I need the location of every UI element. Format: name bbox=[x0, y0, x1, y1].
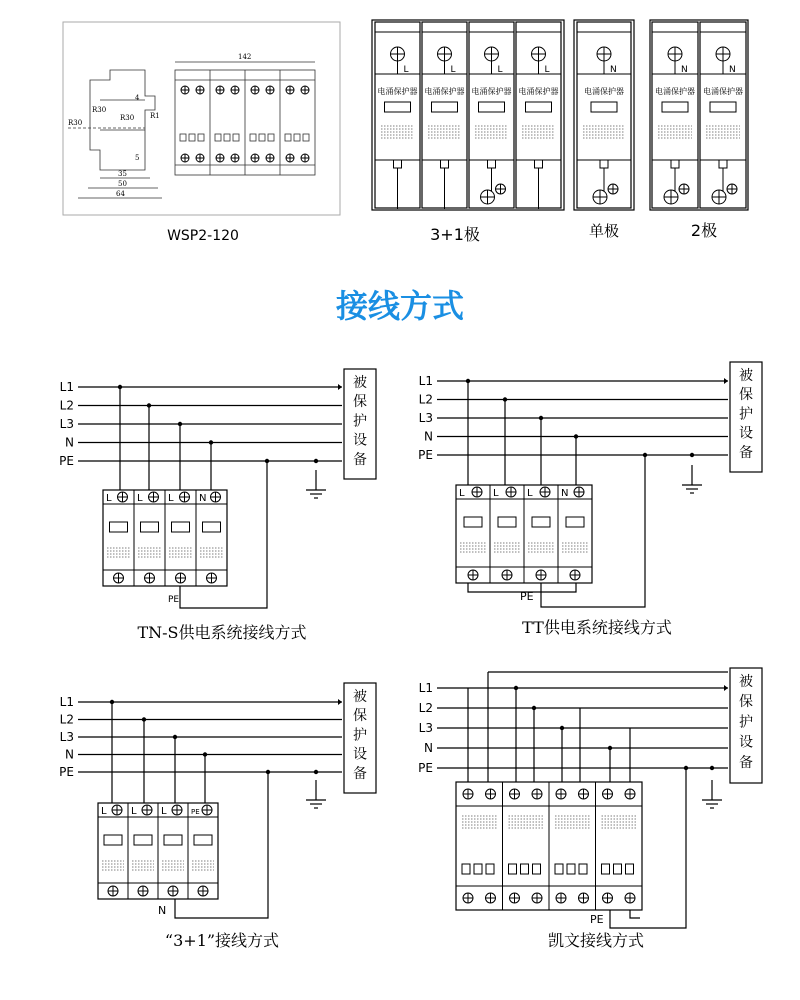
protected-equipment-char: 被 bbox=[739, 674, 753, 690]
terminal-screw-icon bbox=[176, 573, 186, 583]
junction-dot bbox=[710, 766, 714, 770]
terminal-screw-icon bbox=[597, 47, 611, 61]
terminal-screw-icon bbox=[603, 789, 613, 799]
terminal-screw-icon bbox=[266, 86, 274, 94]
indicator-window bbox=[172, 522, 190, 532]
terminal-screw-icon bbox=[207, 573, 217, 583]
spd-module bbox=[469, 22, 514, 208]
terminal-screw-icon bbox=[211, 492, 221, 502]
indicator-window bbox=[250, 134, 256, 141]
pole-label: L bbox=[544, 65, 550, 75]
indicator-window bbox=[110, 522, 128, 532]
protected-equipment-box bbox=[730, 362, 762, 472]
terminal-screw-icon bbox=[485, 47, 499, 61]
wiring-diagrams bbox=[59, 362, 762, 928]
ground-symbol bbox=[702, 780, 722, 808]
terminal-screw-icon bbox=[118, 492, 128, 502]
pole-label: L bbox=[497, 65, 503, 75]
indicator-window bbox=[498, 517, 516, 527]
indicator-window bbox=[509, 864, 517, 874]
dim-r1: R1 bbox=[150, 112, 160, 120]
n-terminal-label: N bbox=[158, 904, 167, 917]
spd-module bbox=[700, 22, 746, 208]
bus-label: L1 bbox=[418, 374, 433, 388]
bus-label: L3 bbox=[418, 411, 433, 425]
device-name: 电涌保护器 bbox=[518, 87, 559, 96]
indicator-window bbox=[474, 864, 482, 874]
group-single-label: 单极 bbox=[588, 222, 620, 240]
terminal-screw-icon bbox=[172, 805, 182, 815]
indicator-window bbox=[259, 134, 265, 141]
terminal-screw-icon bbox=[579, 893, 589, 903]
terminal-screw-icon bbox=[142, 805, 152, 815]
wire bbox=[630, 910, 640, 918]
bus-label: L1 bbox=[59, 695, 74, 709]
pe-terminal-label: PE bbox=[520, 590, 534, 603]
pe-terminal-label: PE bbox=[590, 913, 604, 926]
terminal-screw-icon bbox=[286, 86, 294, 94]
protected-equipment-char: 备 bbox=[739, 754, 753, 771]
indicator-window bbox=[164, 835, 182, 845]
protected-equipment-char: 保 bbox=[353, 394, 367, 411]
pole-label: L bbox=[450, 65, 456, 75]
dim-5: 5 bbox=[135, 154, 140, 162]
module-pole-label: L bbox=[101, 806, 107, 817]
terminal-screw-icon bbox=[468, 570, 478, 580]
protected-equipment-char: 设 bbox=[353, 746, 367, 763]
indicator-window bbox=[566, 517, 584, 527]
bus-lines bbox=[418, 374, 728, 462]
bus-label: L3 bbox=[59, 417, 74, 431]
protected-equipment-char: 护 bbox=[739, 406, 753, 423]
indicator-window bbox=[385, 102, 411, 112]
indicator-window bbox=[579, 864, 587, 874]
group-2pole-label: 2极 bbox=[690, 221, 718, 240]
pe-terminal-label: PE bbox=[168, 595, 180, 605]
module-pole-label: L bbox=[493, 488, 499, 499]
caption-3plus1: “3+1”接线方式 bbox=[164, 931, 280, 950]
terminal-screw-icon bbox=[251, 86, 259, 94]
terminal-screw-icon bbox=[463, 893, 473, 903]
indicator-window bbox=[194, 835, 212, 845]
indicator-window bbox=[134, 835, 152, 845]
device-name: 电涌保护器 bbox=[377, 87, 418, 96]
terminal-screw-icon bbox=[286, 154, 294, 162]
ground-symbol bbox=[682, 465, 702, 493]
terminal-screw-icon bbox=[198, 886, 208, 896]
indicator-window bbox=[626, 864, 634, 874]
terminal-screw-icon bbox=[196, 86, 204, 94]
indicator-window bbox=[268, 134, 274, 141]
indicator-window bbox=[462, 864, 470, 874]
indicator-window bbox=[486, 864, 494, 874]
terminal-screw-icon bbox=[502, 570, 512, 580]
indicator-window bbox=[567, 864, 575, 874]
terminal-screw-icon bbox=[540, 487, 550, 497]
module-pole-label: L bbox=[106, 493, 112, 504]
indicator-window bbox=[141, 522, 159, 532]
indicator-window bbox=[224, 134, 230, 141]
junction-dot bbox=[560, 726, 564, 730]
junction-dot bbox=[514, 686, 518, 690]
section-title: 接线方式 bbox=[335, 287, 465, 325]
indicator-window bbox=[189, 134, 195, 141]
protected-equipment-char: 备 bbox=[353, 765, 367, 782]
module-pole-label: N bbox=[561, 488, 569, 499]
dim-r30-c: R30 bbox=[120, 114, 135, 122]
terminal-screw-icon bbox=[593, 190, 607, 204]
protected-equipment-char: 护 bbox=[739, 714, 753, 731]
device-name: 电涌保护器 bbox=[424, 87, 465, 96]
indicator-window bbox=[532, 517, 550, 527]
bus-label: L3 bbox=[418, 721, 433, 735]
spd-module bbox=[422, 22, 467, 209]
spd-assembly bbox=[98, 803, 218, 899]
junction-dot bbox=[532, 706, 536, 710]
indicator-window bbox=[303, 134, 309, 141]
protected-equipment-box bbox=[344, 683, 376, 793]
group-3plus1-label: 3+1极 bbox=[430, 225, 480, 244]
terminal-screw-icon bbox=[532, 47, 546, 61]
protected-equipment-char: 备 bbox=[739, 444, 753, 461]
pole-label: N bbox=[681, 65, 688, 75]
junction-dot bbox=[608, 746, 612, 750]
bus-label: L1 bbox=[59, 380, 74, 394]
bus-label: L1 bbox=[418, 681, 433, 695]
spd-assembly bbox=[456, 782, 642, 910]
bus-label: PE bbox=[418, 448, 433, 462]
ground-symbol bbox=[306, 470, 326, 498]
device-name: 电涌保护器 bbox=[703, 87, 743, 96]
indicator-window bbox=[521, 864, 529, 874]
module-pole-label: L bbox=[161, 806, 167, 817]
terminal-screw-icon bbox=[231, 86, 239, 94]
device-name: 电涌保护器 bbox=[584, 87, 624, 96]
terminal-screw-icon bbox=[664, 190, 678, 204]
protected-equipment-char: 保 bbox=[353, 708, 367, 725]
dimension-drawing bbox=[63, 22, 340, 215]
dim-64: 64 bbox=[116, 190, 125, 198]
junction-dot bbox=[314, 459, 318, 463]
terminal-screw-icon bbox=[532, 789, 542, 799]
protected-equipment-char: 护 bbox=[353, 413, 367, 430]
terminal-screw-icon bbox=[168, 886, 178, 896]
terminal-screw-icon bbox=[391, 47, 405, 61]
terminal-screw-icon bbox=[579, 789, 589, 799]
caption-tns: TN-S供电系统接线方式 bbox=[137, 623, 307, 642]
terminal-screw-icon bbox=[463, 789, 473, 799]
pole-label: N bbox=[610, 65, 617, 75]
terminal-screw-icon bbox=[486, 789, 496, 799]
protected-equipment-box bbox=[730, 668, 762, 783]
terminal-screw-icon bbox=[180, 492, 190, 502]
bus-label: L2 bbox=[59, 712, 74, 727]
module-pole-label: L bbox=[137, 493, 143, 504]
terminal-screw-icon bbox=[181, 86, 189, 94]
indicator-window bbox=[432, 102, 458, 112]
bus-label: N bbox=[65, 435, 74, 450]
terminal-screw-icon bbox=[216, 86, 224, 94]
terminal-screw-icon bbox=[668, 47, 682, 61]
junction-dot bbox=[314, 770, 318, 774]
module-pole-label: L bbox=[527, 488, 533, 499]
terminal-screw-icon bbox=[472, 487, 482, 497]
indicator-window bbox=[555, 864, 563, 874]
indicator-window bbox=[662, 102, 688, 112]
bus-label: L3 bbox=[59, 730, 74, 744]
ground-symbol bbox=[306, 780, 326, 808]
indicator-window bbox=[104, 835, 122, 845]
indicator-window bbox=[479, 102, 505, 112]
device-name: 电涌保护器 bbox=[655, 87, 695, 96]
indicator-window bbox=[591, 102, 617, 112]
spd-module bbox=[577, 22, 631, 208]
protected-equipment-char: 被 bbox=[353, 689, 367, 705]
terminal-screw-icon bbox=[138, 886, 148, 896]
terminal-screw-icon bbox=[625, 789, 635, 799]
bus-label: N bbox=[424, 429, 433, 444]
indicator-window bbox=[180, 134, 186, 141]
terminal-screw-icon bbox=[727, 184, 737, 194]
terminal-screw-icon bbox=[574, 487, 584, 497]
indicator-window bbox=[285, 134, 291, 141]
indicator-window bbox=[526, 102, 552, 112]
caption-tt: TT供电系统接线方式 bbox=[522, 618, 672, 637]
terminal-screw-icon bbox=[108, 886, 118, 896]
bus-label: L2 bbox=[59, 398, 74, 413]
device-name: 电涌保护器 bbox=[471, 87, 512, 96]
spd-module bbox=[375, 22, 420, 209]
spd-assembly bbox=[456, 485, 592, 583]
bus-label: L2 bbox=[418, 701, 433, 715]
protected-equipment-char: 设 bbox=[739, 734, 753, 751]
indicator-window bbox=[198, 134, 204, 141]
bus-label: N bbox=[424, 741, 433, 755]
terminal-screw-icon bbox=[556, 893, 566, 903]
dim-35: 35 bbox=[118, 170, 127, 178]
terminal-screw-icon bbox=[481, 190, 495, 204]
terminal-screw-icon bbox=[486, 893, 496, 903]
indicator-window bbox=[464, 517, 482, 527]
protected-equipment-char: 护 bbox=[353, 727, 367, 744]
terminal-screw-icon bbox=[145, 573, 155, 583]
dim-4: 4 bbox=[135, 94, 140, 102]
terminal-screw-icon bbox=[196, 154, 204, 162]
terminal-screw-icon bbox=[181, 154, 189, 162]
terminal-screw-icon bbox=[506, 487, 516, 497]
terminal-screw-icon bbox=[301, 86, 309, 94]
terminal-screw-icon bbox=[114, 573, 124, 583]
terminal-screw-icon bbox=[438, 47, 452, 61]
protected-equipment-char: 设 bbox=[739, 425, 753, 442]
protected-equipment-char: 备 bbox=[353, 451, 367, 468]
bus-label: N bbox=[65, 747, 74, 762]
terminal-screw-icon bbox=[603, 893, 613, 903]
pole-label: L bbox=[403, 65, 409, 75]
dim-142: 142 bbox=[238, 53, 252, 61]
indicator-window bbox=[614, 864, 622, 874]
module-pole-label: L bbox=[459, 488, 465, 499]
terminal-screw-icon bbox=[510, 893, 520, 903]
indicator-window bbox=[203, 522, 221, 532]
bus-label: PE bbox=[59, 765, 74, 779]
indicator-window bbox=[215, 134, 221, 141]
bus-lines bbox=[418, 681, 728, 775]
terminal-screw-icon bbox=[679, 184, 689, 194]
indicator-window bbox=[233, 134, 239, 141]
terminal-screw-icon bbox=[536, 570, 546, 580]
terminal-screw-icon bbox=[112, 805, 122, 815]
spd-module bbox=[516, 22, 561, 209]
terminal-screw-icon bbox=[510, 789, 520, 799]
terminal-screw-icon bbox=[301, 154, 309, 162]
dim-r30-a: R30 bbox=[68, 119, 83, 127]
bus-lines bbox=[59, 380, 342, 468]
terminal-screw-icon bbox=[556, 789, 566, 799]
module-pole-label: L bbox=[131, 806, 137, 817]
bus-lines bbox=[59, 695, 342, 779]
terminal-screw-icon bbox=[608, 184, 618, 194]
terminal-screw-icon bbox=[496, 184, 506, 194]
bus-label: L2 bbox=[418, 392, 433, 407]
spd-assembly bbox=[103, 490, 227, 586]
caption-kaiwen: 凯文接线方式 bbox=[547, 931, 645, 950]
module-pole-label: PE bbox=[191, 808, 200, 816]
bus-label: PE bbox=[59, 454, 74, 468]
terminal-screw-icon bbox=[149, 492, 159, 502]
protected-equipment-char: 被 bbox=[353, 375, 367, 391]
protected-equipment-char: 设 bbox=[353, 432, 367, 449]
protected-equipment-char: 被 bbox=[739, 368, 753, 384]
protected-equipment-char: 保 bbox=[739, 387, 753, 404]
module-pole-label: N bbox=[199, 493, 207, 504]
indicator-window bbox=[294, 134, 300, 141]
terminal-screw-icon bbox=[251, 154, 259, 162]
device-illustrations bbox=[372, 20, 748, 210]
bus-label: PE bbox=[418, 761, 433, 775]
protected-equipment-box bbox=[344, 369, 376, 479]
module-pole-label: L bbox=[168, 493, 174, 504]
terminal-screw-icon bbox=[712, 190, 726, 204]
terminal-screw-icon bbox=[570, 570, 580, 580]
terminal-screw-icon bbox=[216, 154, 224, 162]
terminal-screw-icon bbox=[231, 154, 239, 162]
indicator-window bbox=[533, 864, 541, 874]
indicator-window bbox=[602, 864, 610, 874]
indicator-window bbox=[710, 102, 736, 112]
terminal-screw-icon bbox=[202, 805, 212, 815]
protected-equipment-char: 保 bbox=[739, 694, 753, 711]
terminal-screw-icon bbox=[625, 893, 635, 903]
dim-50: 50 bbox=[118, 180, 127, 188]
pole-label: N bbox=[729, 65, 736, 75]
terminal-screw-icon bbox=[532, 893, 542, 903]
spd-module bbox=[652, 22, 698, 208]
junction-dot bbox=[690, 453, 694, 457]
dim-r30-b: R30 bbox=[92, 106, 107, 114]
drawing-model-label: WSP2-120 bbox=[167, 228, 239, 244]
terminal-screw-icon bbox=[266, 154, 274, 162]
terminal-screw-icon bbox=[716, 47, 730, 61]
